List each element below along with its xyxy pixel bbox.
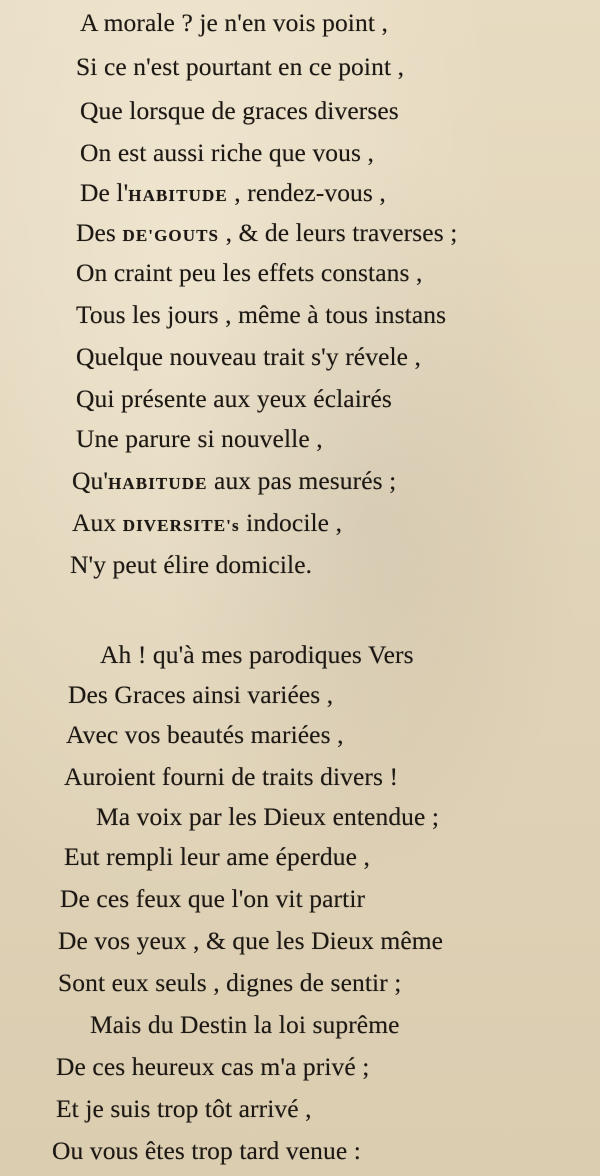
verse-line: Aux DIVERSITE's indocile , (72, 508, 343, 537)
verse-line: Ah ! qu'à mes parodiques Vers (100, 640, 414, 669)
verse-line: Auroient fourni de traits divers ! (64, 762, 399, 791)
verse-line: De ces feux que l'on vit partir (60, 884, 366, 913)
verse-line: A morale ? je n'en vois point , (80, 8, 388, 37)
verse-line: Sont eux seuls , dignes de sentir ; (58, 968, 402, 997)
verse-line: N'y peut élire domicile. (70, 550, 313, 579)
verse-line: Que lorsque de graces diverses (80, 96, 399, 125)
verse-line: Quelque nouveau trait s'y révele , (76, 342, 422, 371)
verse-line: On est aussi riche que vous , (80, 138, 374, 167)
verse-line: On craint peu les effets constans , (76, 258, 423, 287)
verse-line: Ou vous êtes trop tard venue : (52, 1136, 361, 1165)
verse-line: Qu'HABITUDE aux pas mesurés ; (72, 466, 397, 495)
verse-line: Des DE'GOUTS , & de leurs traverses ; (76, 218, 458, 247)
verse-line: Si ce n'est pourtant en ce point , (76, 52, 405, 81)
verse-line: Des Graces ainsi variées , (68, 680, 334, 709)
verse-line: Avec vos beautés mariées , (66, 720, 344, 749)
verse-line: De ces heureux cas m'a privé ; (56, 1052, 370, 1081)
verse-line: Une parure si nouvelle , (76, 424, 323, 453)
verse-line: Tous les jours , même à tous instans (76, 300, 447, 329)
verse-line: Et je suis trop tôt arrivé , (56, 1094, 312, 1123)
verse-line: De vos yeux , & que les Dieux même (58, 926, 444, 955)
verse-line: Eut rempli leur ame éperdue , (64, 842, 370, 871)
verse-line: Mais du Destin la loi suprême (90, 1010, 400, 1039)
verse-line: Ma voix par les Dieux entendue ; (96, 802, 440, 831)
verse-line: De l'HABITUDE , rendez-vous , (80, 178, 386, 207)
verse-line: Qui présente aux yeux éclairés (76, 384, 392, 413)
